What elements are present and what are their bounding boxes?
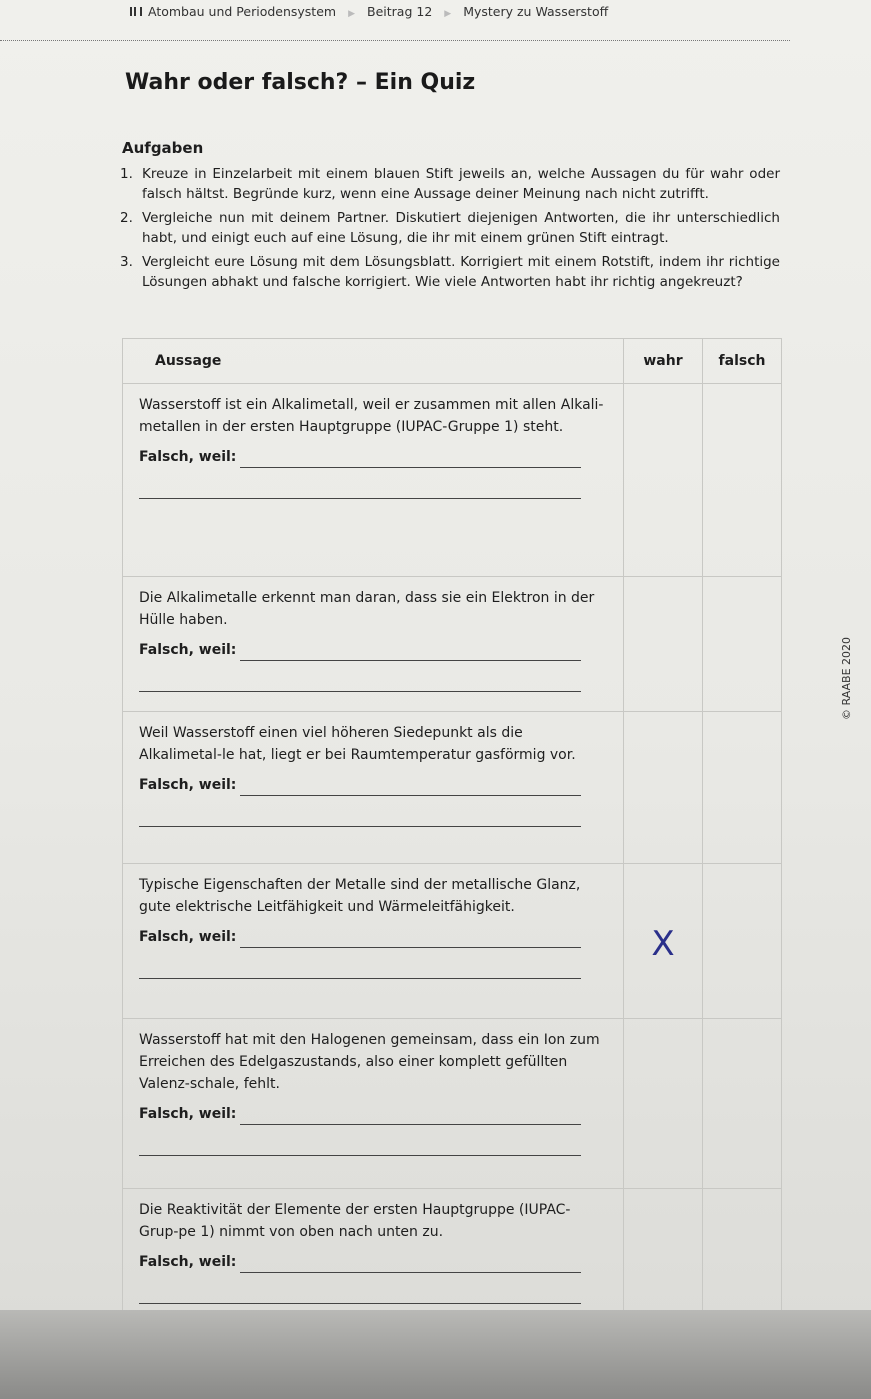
reason-line[interactable]	[139, 639, 607, 661]
quiz-table	[122, 338, 782, 1349]
reason-extra-line[interactable]	[139, 1125, 581, 1156]
breadcrumb-item: Mystery zu Wasserstoff	[463, 4, 609, 19]
falsch-checkbox-cell[interactable]	[703, 577, 782, 712]
column-header-aussage: Aussage	[123, 339, 624, 384]
falsch-label: Falsch, weil:	[139, 642, 237, 658]
task-number: 3.	[120, 254, 133, 270]
statement-text: Die Reaktivität der Elemente der ersten Hauptgruppe (IUPAC-Grup-pe 1) nimmt von oben nach unten zu.	[139, 1202, 571, 1240]
table-row	[123, 577, 782, 712]
column-header-wahr: wahr	[624, 339, 703, 384]
falsch-checkbox-cell[interactable]	[703, 712, 782, 864]
falsch-label: Falsch, weil:	[139, 777, 237, 793]
task-text: Vergleiche nun mit deinem Partner. Diskutiert diejenigen Antworten, die ihr unterschiedlich habt, und einigt euch auf eine Lösung, die ihr mit einem grünen Stift eintragt.	[142, 210, 780, 246]
falsch-label: Falsch, weil:	[139, 1254, 237, 1270]
task-item	[120, 208, 780, 248]
task-text: Kreuze in Einzelarbeit mit einem blauen Stift jeweils an, welche Aussagen du für wahr oder falsch hältst. Begründe kurz, wenn eine Aussage deiner Meinung nach nicht zutrifft.	[142, 166, 780, 202]
statement-text: Wasserstoff ist ein Alkalimetall, weil er zusammen mit allen Alkali-metallen in der ersten Hauptgruppe (IUPAC-Gruppe 1) steht.	[139, 397, 604, 435]
falsch-checkbox-cell[interactable]	[703, 1019, 782, 1189]
reason-line[interactable]	[139, 446, 607, 468]
falsch-checkbox-cell[interactable]	[703, 864, 782, 1019]
falsch-label: Falsch, weil:	[139, 1106, 237, 1122]
task-list	[120, 164, 780, 296]
falsch-checkbox-cell[interactable]	[703, 384, 782, 577]
reason-line[interactable]	[139, 926, 607, 948]
page-title: Wahr oder falsch? – Ein Quiz	[125, 70, 476, 95]
reason-blank[interactable]	[240, 781, 581, 796]
falsch-label: Falsch, weil:	[139, 449, 237, 465]
table-row	[123, 864, 782, 1019]
table-row	[123, 1019, 782, 1189]
wahr-checkbox-cell[interactable]	[624, 384, 703, 577]
breadcrumb-separator-icon: ▶	[444, 9, 452, 19]
reason-line[interactable]	[139, 1251, 607, 1273]
reason-blank[interactable]	[240, 646, 581, 661]
tasks-heading: Aufgaben	[122, 139, 204, 157]
column-header-falsch: falsch	[703, 339, 782, 384]
statement-cell	[123, 864, 624, 1019]
reason-blank[interactable]	[240, 1258, 581, 1273]
table-row	[123, 712, 782, 864]
task-item	[120, 252, 780, 292]
breadcrumb	[130, 4, 608, 19]
table-header-row	[123, 339, 782, 384]
statement-cell	[123, 1019, 624, 1189]
copyright-notice: © RAABE 2020	[840, 636, 853, 720]
breadcrumb-item: Beitrag 12	[367, 4, 433, 19]
wahr-checkbox-cell[interactable]	[624, 712, 703, 864]
statement-text: Wasserstoff hat mit den Halogenen gemeinsam, dass ein Ion zum Erreichen des Edelgaszustands, also einer komplett gefüllten Valenz-schale, fehlt.	[139, 1032, 600, 1092]
wahr-checkbox-cell[interactable]	[624, 1019, 703, 1189]
statement-text: Weil Wasserstoff einen viel höheren Siedepunkt als die Alkalimetal-le hat, liegt er bei Raumtemperatur gasförmig vor.	[139, 725, 576, 763]
statement-text: Typische Eigenschaften der Metalle sind der metallische Glanz, gute elektrische Leitfähigkeit und Wärmeleitfähigkeit.	[139, 877, 581, 915]
breadcrumb-separator-icon: ▶	[348, 9, 356, 19]
statement-cell	[123, 384, 624, 577]
reason-extra-line[interactable]	[139, 468, 581, 499]
statement-cell	[123, 712, 624, 864]
falsch-label: Falsch, weil:	[139, 929, 237, 945]
reason-blank[interactable]	[240, 453, 581, 468]
wahr-checkbox-cell[interactable]	[624, 577, 703, 712]
reason-blank[interactable]	[240, 1110, 581, 1125]
table-row	[123, 384, 782, 577]
reason-extra-line[interactable]	[139, 948, 581, 979]
wahr-checkbox-cell[interactable]: X	[624, 864, 703, 1019]
statement-cell	[123, 577, 624, 712]
background-surface	[0, 1310, 871, 1399]
section-marker-icon	[130, 7, 142, 16]
breadcrumb-item: Atombau und Periodensystem	[148, 4, 337, 19]
task-number: 1.	[120, 166, 133, 182]
task-number: 2.	[120, 210, 133, 226]
reason-extra-line[interactable]	[139, 1273, 581, 1304]
reason-line[interactable]	[139, 774, 607, 796]
reason-extra-line[interactable]	[139, 661, 581, 692]
reason-extra-line[interactable]	[139, 796, 581, 827]
task-text: Vergleicht eure Lösung mit dem Lösungsblatt. Korrigiert mit einem Rotstift, indem ihr richtige Lösungen abhakt und falsche korrigiert. Wie viele Antworten habt ihr richtig angekreuzt?	[142, 254, 780, 290]
reason-line[interactable]	[139, 1103, 607, 1125]
task-item	[120, 164, 780, 204]
reason-blank[interactable]	[240, 933, 581, 948]
statement-text: Die Alkalimetalle erkennt man daran, dass sie ein Elektron in der Hülle haben.	[139, 590, 595, 628]
